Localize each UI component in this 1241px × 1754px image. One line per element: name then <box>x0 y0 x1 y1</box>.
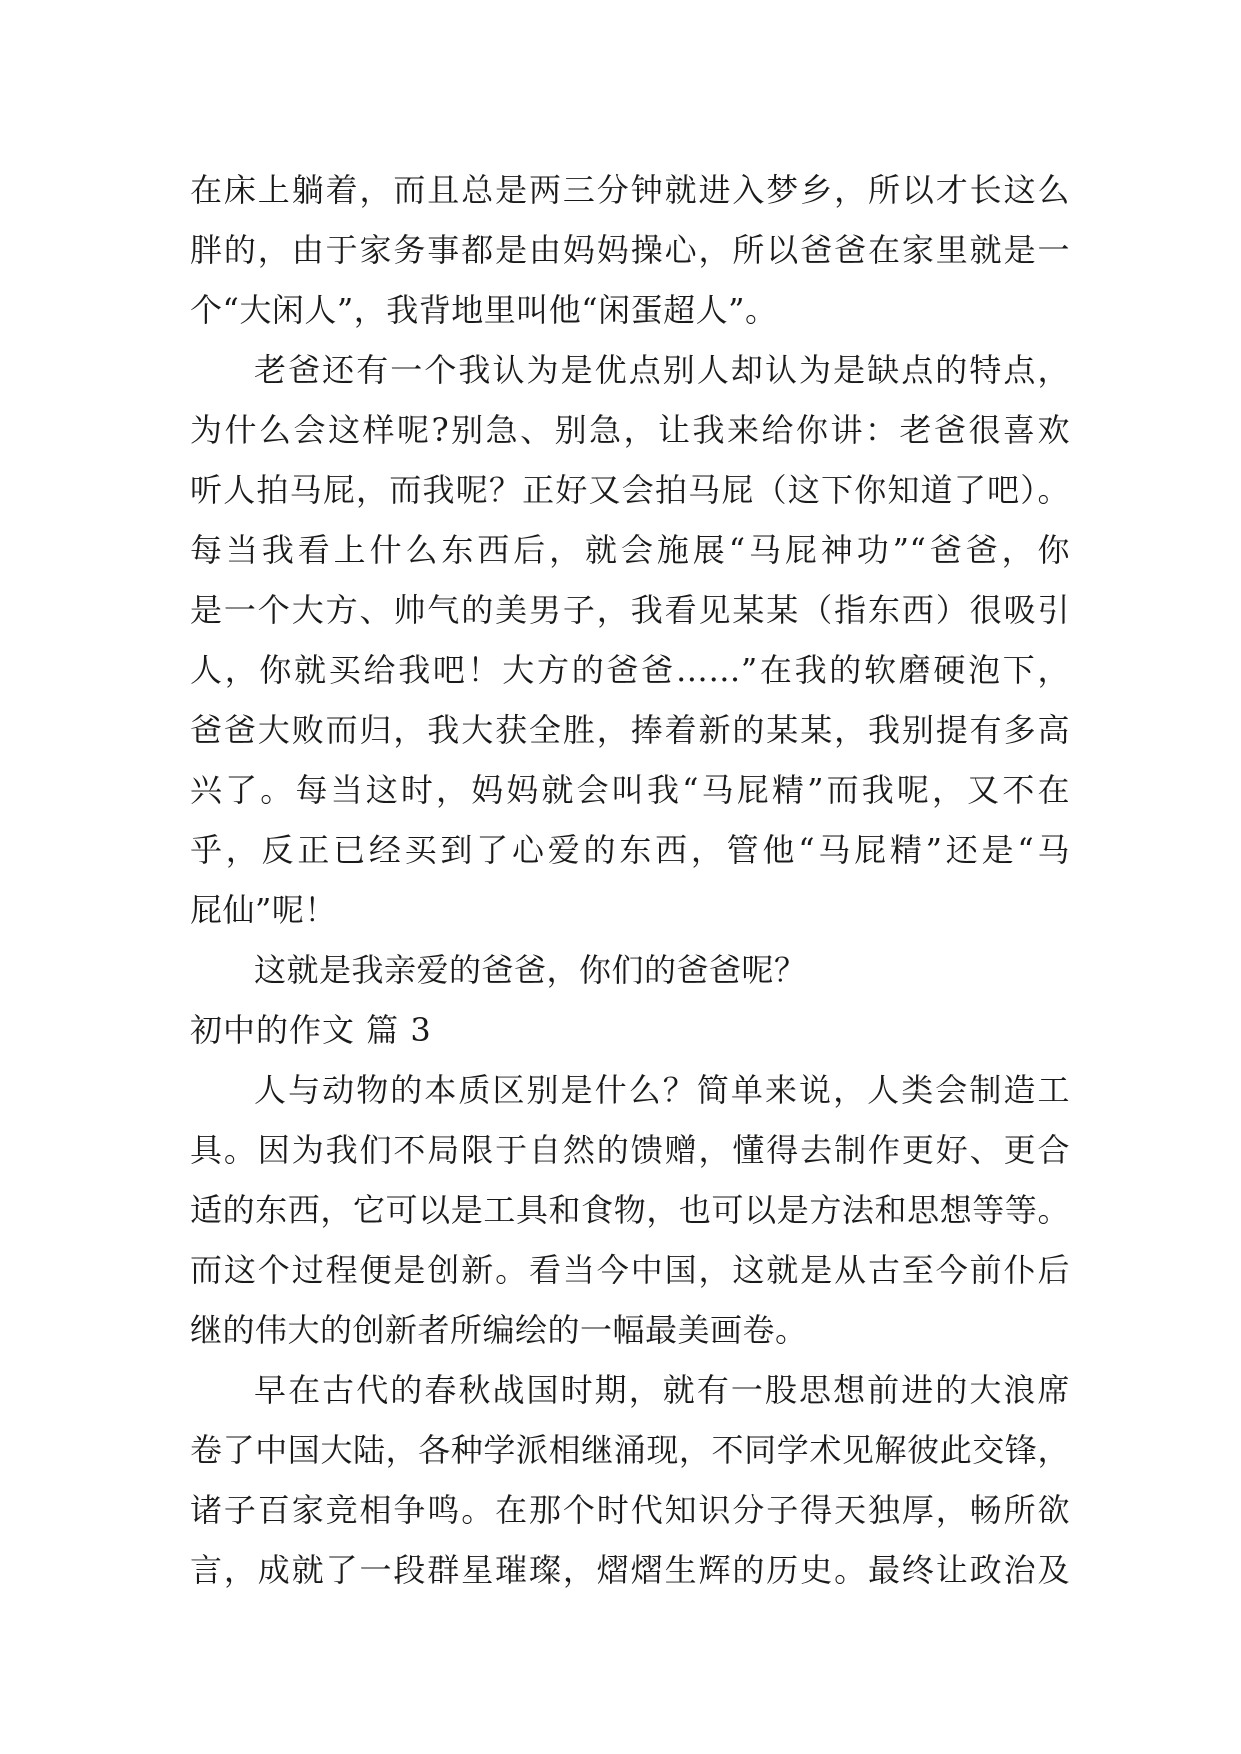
text-line: 在床上躺着，而且总是两三分钟就进入梦乡，所以才长这么 <box>190 171 1070 209</box>
text-line: 兴了。每当这时，妈妈就会叫我“马屁精”而我呢，又不在 <box>190 771 1070 809</box>
paragraph-start-line: 这就是我亲爱的爸爸，你们的爸爸呢？ <box>254 951 807 989</box>
text-line: 胖的，由于家务事都是由妈妈操心，所以爸爸在家里就是一 <box>190 231 1070 269</box>
paragraph-start-line: 早在古代的春秋战国时期，就有一股思想前进的大浪席 <box>254 1371 1070 1409</box>
paragraph-start-line: 人与动物的本质区别是什么？简单来说，人类会制造工 <box>254 1071 1070 1109</box>
text-line: 具。因为我们不局限于自然的馈赠，懂得去制作更好、更合 <box>190 1131 1070 1169</box>
text-line: 卷了中国大陆，各种学派相继涌现，不同学术见解彼此交锋， <box>190 1431 1070 1469</box>
text-line: 听人拍马屁，而我呢？正好又会拍马屁（这下你知道了吧）。 <box>190 471 1070 509</box>
text-line: 人，你就买给我吧！大方的爸爸……”在我的软磨硬泡下， <box>190 651 1070 689</box>
text-line: 每当我看上什么东西后，就会施展“马屁神功”“爸爸，你 <box>190 531 1070 569</box>
paragraph-start-line: 老爸还有一个我认为是优点别人却认为是缺点的特点， <box>254 351 1070 389</box>
text-line: 爸爸大败而归，我大获全胜，捧着新的某某，我别提有多高 <box>190 711 1070 749</box>
text-line: 为什么会这样呢?别急、别急，让我来给你讲：老爸很喜欢 <box>190 411 1070 449</box>
text-line: 诸子百家竞相争鸣。在那个时代知识分子得天独厚，畅所欲 <box>190 1491 1070 1529</box>
text-line: 而这个过程便是创新。看当今中国，这就是从古至今前仆后 <box>190 1251 1070 1289</box>
essay-body <box>190 160 1070 1600</box>
text-line: 继的伟大的创新者所编绘的一幅最美画卷。 <box>190 1311 808 1349</box>
text-line: 适的东西，它可以是工具和食物，也可以是方法和思想等等。 <box>190 1191 1070 1229</box>
text-line: 乎，反正已经买到了心爱的东西，管他“马屁精”还是“马 <box>190 831 1070 869</box>
text-line: 是一个大方、帅气的美男子，我看见某某（指东西）很吸引 <box>190 591 1070 629</box>
section-heading: 初中的作文 篇 3 <box>190 1011 432 1049</box>
text-line: 屁仙”呢！ <box>190 891 337 929</box>
text-line: 个“大闲人”，我背地里叫他“闲蛋超人”。 <box>190 291 778 329</box>
text-line: 言，成就了一段群星璀璨，熠熠生辉的历史。最终让政治及 <box>190 1551 1070 1589</box>
